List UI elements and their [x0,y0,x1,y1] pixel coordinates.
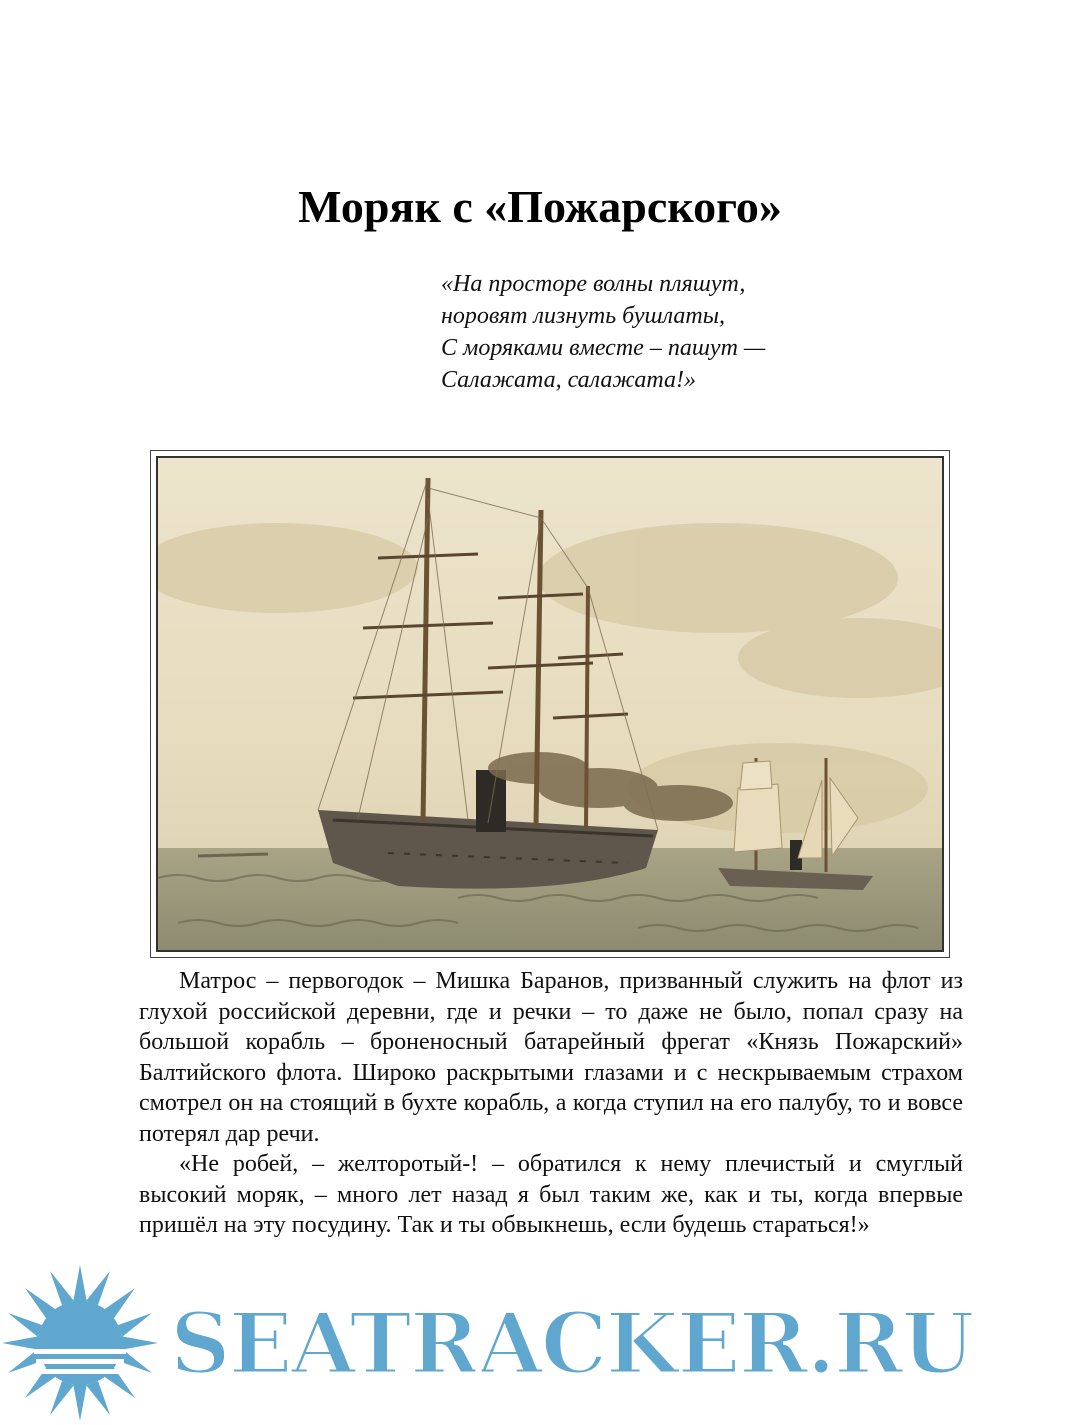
epigraph-line: «На просторе волны пляшут, [441,271,746,297]
epigraph-line: С моряками вместе – пашут — [441,335,766,361]
epigraph [441,268,765,396]
paragraph: «Не робей, – желторотый-! – обратился к нему плечистый и смуглый высокий моряк, – много лет назад я был таким же, как и ты, когда впервые пришёл на эту посудину. Так и ты обвыкнешь, если будешь стараться!» [139,1151,963,1238]
epigraph-line: Салажата, салажата!» [441,367,696,393]
article-body [139,966,963,1241]
watermark-text: SEATRACKER.RU [170,1294,973,1393]
paragraph: Матрос – первогодок – Мишка Баранов, призванный служить на флот из глухой российской деревни, где и речки – то даже не было, попал сразу на большой корабль – броненосный батарейный фрегат «Князь Пожарский» Балтийского флота. Широко раскрытыми глазами и с нескрываемым страхом смотрел он на стоящий в бухте корабль, а когда ступил на его палубу, то и вовсе потерял дар речи. [139,968,963,1147]
frigate-painting [158,458,944,952]
sun-icon [2,1265,158,1421]
page-title: Моряк с «Пожарского» [298,181,782,232]
epigraph-line: норовят лизнуть бушлаты, [441,303,726,329]
ship-illustration [150,450,950,958]
